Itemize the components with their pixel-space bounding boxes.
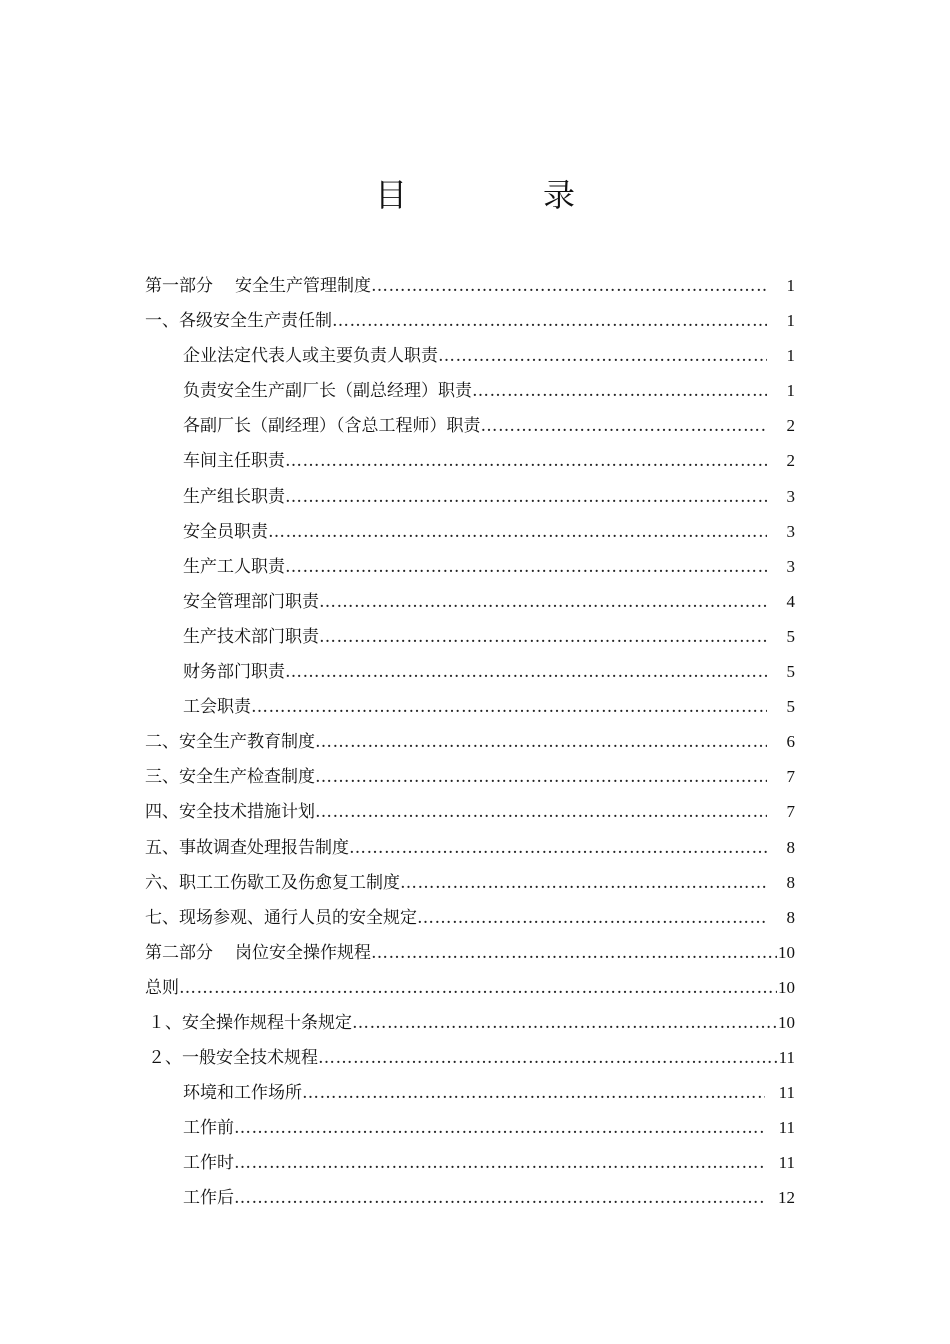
- toc-entry-label: 第一部分 安全生产管理制度: [145, 276, 371, 296]
- toc-entry[interactable]: [145, 306, 795, 341]
- toc-page-number: 1: [786, 311, 795, 331]
- toc-entry[interactable]: [145, 411, 795, 446]
- toc-leader-dots: [315, 732, 767, 752]
- toc-page-number: 1: [786, 381, 795, 401]
- toc-entry[interactable]: [145, 517, 795, 552]
- page-title: 目 录: [374, 176, 627, 214]
- toc-entry[interactable]: [145, 797, 795, 832]
- toc-entry-label: 工作后: [183, 1188, 234, 1209]
- toc-entry-label: 工作时: [183, 1153, 234, 1174]
- toc-entry[interactable]: [145, 446, 795, 481]
- toc-leader-dots: [349, 838, 767, 858]
- toc-entry-label: 环境和工作场所: [183, 1083, 302, 1104]
- toc-entry-label: １、安全操作规程十条规定: [148, 1012, 352, 1033]
- toc-page-number: 11: [778, 1048, 795, 1068]
- toc-entry[interactable]: [145, 482, 795, 517]
- toc-entry-label: 生产组长职责: [183, 486, 285, 507]
- toc-leader-dots: [371, 276, 767, 296]
- toc-entry[interactable]: [145, 271, 795, 306]
- toc-entry[interactable]: [145, 1113, 795, 1148]
- toc-leader-dots: [285, 451, 767, 471]
- toc-entry[interactable]: [145, 973, 795, 1008]
- toc-entry[interactable]: [145, 833, 795, 868]
- toc-leader-dots: [352, 1013, 777, 1033]
- toc-page-number: 5: [786, 697, 795, 717]
- toc-entry-label: 企业法定代表人或主要负责人职责: [183, 346, 438, 367]
- toc-leader-dots: [302, 1083, 765, 1103]
- toc-page-number: 8: [786, 872, 795, 892]
- toc-page-number: 3: [786, 486, 795, 506]
- toc-entry[interactable]: [145, 1148, 795, 1183]
- toc-entry-label: 负责安全生产副厂长（副总经理）职责: [183, 381, 472, 402]
- toc-leader-dots: [285, 662, 767, 682]
- toc-entry[interactable]: [145, 657, 795, 692]
- toc-leader-dots: [318, 1048, 777, 1068]
- toc-entry-label: 工作前: [183, 1118, 234, 1139]
- toc-entry[interactable]: [145, 727, 795, 762]
- toc-entry[interactable]: [145, 868, 795, 903]
- toc-page-number: 11: [778, 1083, 795, 1103]
- toc-entry-label: 三、安全生产检查制度: [145, 767, 315, 788]
- toc-leader-dots: [251, 697, 767, 717]
- toc-page-number: 3: [786, 556, 795, 576]
- toc-entry[interactable]: [145, 552, 795, 587]
- toc-leader-dots: [332, 311, 767, 331]
- toc-leader-dots: [481, 416, 768, 436]
- toc-leader-dots: [315, 767, 767, 787]
- toc-page-number: 6: [786, 732, 795, 752]
- toc-entry[interactable]: [145, 903, 795, 938]
- toc-entry-label: 总则: [145, 977, 179, 998]
- toc-entry[interactable]: [145, 341, 795, 376]
- toc-page-number: 10: [778, 942, 795, 962]
- toc-page-number: 1: [786, 276, 795, 295]
- toc-entry[interactable]: [145, 1008, 795, 1043]
- toc-leader-dots: [371, 943, 777, 963]
- toc-leader-dots: [179, 978, 777, 998]
- toc-page-number: 11: [778, 1118, 795, 1138]
- toc-page-number: 2: [786, 416, 795, 436]
- toc-entry-label: 七、现场参观、通行人员的安全规定: [145, 907, 417, 928]
- toc-leader-dots: [234, 1188, 765, 1208]
- toc-entry[interactable]: [145, 376, 795, 411]
- toc-leader-dots: [285, 487, 767, 507]
- toc-entry-label: 一、各级安全生产责任制: [145, 311, 332, 332]
- toc-page-number: 2: [786, 451, 795, 471]
- toc-page-number: 10: [778, 977, 795, 997]
- toc-page-number: 4: [786, 591, 795, 611]
- toc-page-number: 10: [778, 1012, 795, 1032]
- toc-leader-dots: [268, 522, 767, 542]
- table-of-contents: [145, 271, 795, 1219]
- toc-page-number: 8: [786, 837, 795, 857]
- toc-leader-dots: [438, 346, 767, 366]
- toc-page-number: 5: [786, 662, 795, 682]
- toc-entry-label: ２、一般安全技术规程: [148, 1048, 318, 1069]
- toc-entry-label: 第二部分 岗位安全操作规程: [145, 942, 371, 963]
- toc-page-number: 12: [778, 1188, 795, 1208]
- toc-leader-dots: [234, 1153, 765, 1173]
- toc-entry-label: 二、安全生产教育制度: [145, 732, 315, 753]
- toc-entry-label: 四、安全技术措施计划: [145, 802, 315, 823]
- toc-entry-label: 五、事故调查处理报告制度: [145, 837, 349, 858]
- toc-page-number: 7: [786, 802, 795, 822]
- toc-leader-dots: [417, 908, 767, 928]
- toc-page-number: 7: [786, 767, 795, 787]
- toc-entry[interactable]: [145, 938, 795, 973]
- toc-leader-dots: [234, 1118, 765, 1138]
- toc-entry-label: 财务部门职责: [183, 662, 285, 683]
- toc-leader-dots: [472, 381, 767, 401]
- toc-leader-dots: [315, 802, 767, 822]
- toc-leader-dots: [319, 592, 767, 612]
- toc-page-number: 5: [786, 626, 795, 646]
- toc-entry[interactable]: [145, 762, 795, 797]
- toc-page-number: 11: [778, 1153, 795, 1173]
- toc-entry[interactable]: [145, 1183, 795, 1218]
- toc-entry-label: 工会职责: [183, 697, 251, 718]
- toc-page-number: 8: [786, 907, 795, 927]
- toc-entry-label: 各副厂长（副经理）（含总工程师）职责: [183, 416, 481, 437]
- toc-entry-label: 生产工人职责: [183, 556, 285, 577]
- toc-entry[interactable]: [145, 692, 795, 727]
- toc-leader-dots: [285, 557, 767, 577]
- toc-leader-dots: [319, 627, 767, 647]
- toc-page-number: 1: [786, 346, 795, 366]
- toc-entry-label: 车间主任职责: [183, 451, 285, 472]
- toc-entry[interactable]: [145, 1043, 795, 1078]
- toc-entry-label: 生产技术部门职责: [183, 626, 319, 647]
- toc-entry[interactable]: [145, 587, 795, 622]
- toc-entry-label: 安全员职责: [183, 521, 268, 542]
- toc-entry[interactable]: [145, 1078, 795, 1113]
- toc-entry[interactable]: [145, 622, 795, 657]
- toc-leader-dots: [400, 873, 767, 893]
- toc-entry-label: 六、职工工伤歇工及伤愈复工制度: [145, 872, 400, 893]
- toc-page-number: 3: [786, 521, 795, 541]
- toc-entry-label: 安全管理部门职责: [183, 591, 319, 612]
